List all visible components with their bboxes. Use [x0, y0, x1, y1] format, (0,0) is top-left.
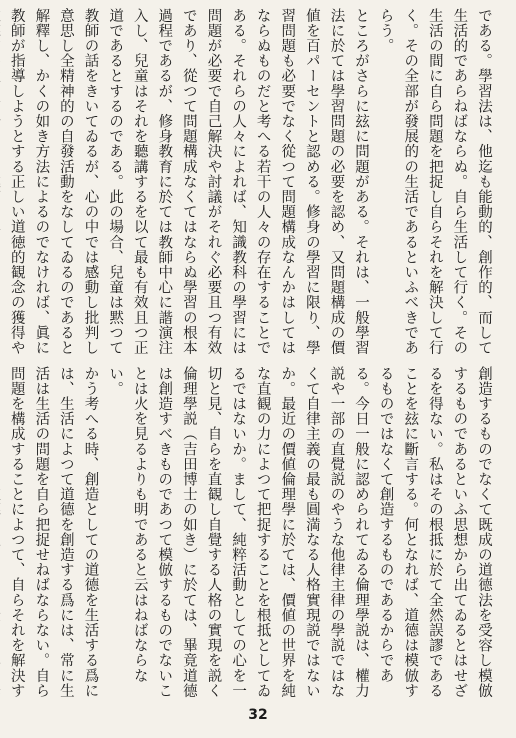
text-block-bottom [8, 366, 496, 700]
body-text-bottom: 創造するものでなくて既成の道德法を受容し模倣するものであるといふ思想から出てゐるとはせざるを得ない。私はその根抵に於て全然誤謬であることを玆に斷言する。何となれば、道德は模倣するものではなくて創造するものであるからである。今日一般に認められてゐる倫理學説は、權力説や一部の直覺説のやうな他律主律の學説ではなくて自律主義の最も圓満なる人格實現説ではないか。最近の價値倫理學に於ては、價値の世界を純な直観の力によつて把捉することを根抵としてゐるではないか。まして、純粹活動としての心を一切と見、自らを直観し自覺する人格の實現を説く倫理學説（吉田博士の如き）に於ては、畢竟道德は創造すべきものであつて模倣するものでないことは火を見るよりも明であると云はねばならない。 かう考へる時、創造としての道德を生活する爲には、生活によつて道德を創造する爲には、常に生活は生活の問題を自ら把捉せねばならない。自ら問題を構成することによつて、自らそれを解決す [8, 366, 492, 699]
body-text-top: である。學習法は、他迄も能動的、創作的、而して生活的であらねばならぬ。自ら生活して行く。その生活の間に自ら問題を把捉し自らそれを解決して行く。その全部が發展的の生活であるといふべきであらう。 ところがさらに玆に問題がある。それは、一般學習法に於ては學習問題の必要を認め、又問題構成の價値を百パーセントと認める。修身の學習に限り、學習問題も必要でなく從つて問題構成なんかはしてはならぬものだと考へる若干の人々の存在することである。それらの人々によれば、知識教科の學習には問題が必要で自己解決や討議がそれぐ必要且つ有效であり、從つて問題構成なくてはならぬ學習の根本過程であるが、修身教育に於ては教師中心に諧演注入し、兒童はそれを聽講するを以て最も有效且つ正道であるとするのである。此の場合、兒童は黙つて教師の話をきいてゐるが、心の中では感動し批判し意思し全精神的の自發活動をなしてゐるのであると解釋し、かくの如き方法によるのでなければ、眞に教師が指導しようとする正しい道徳的観念の獲得や [8, 8, 492, 356]
text-block-top [8, 8, 496, 356]
page-number: 32 [248, 707, 268, 723]
